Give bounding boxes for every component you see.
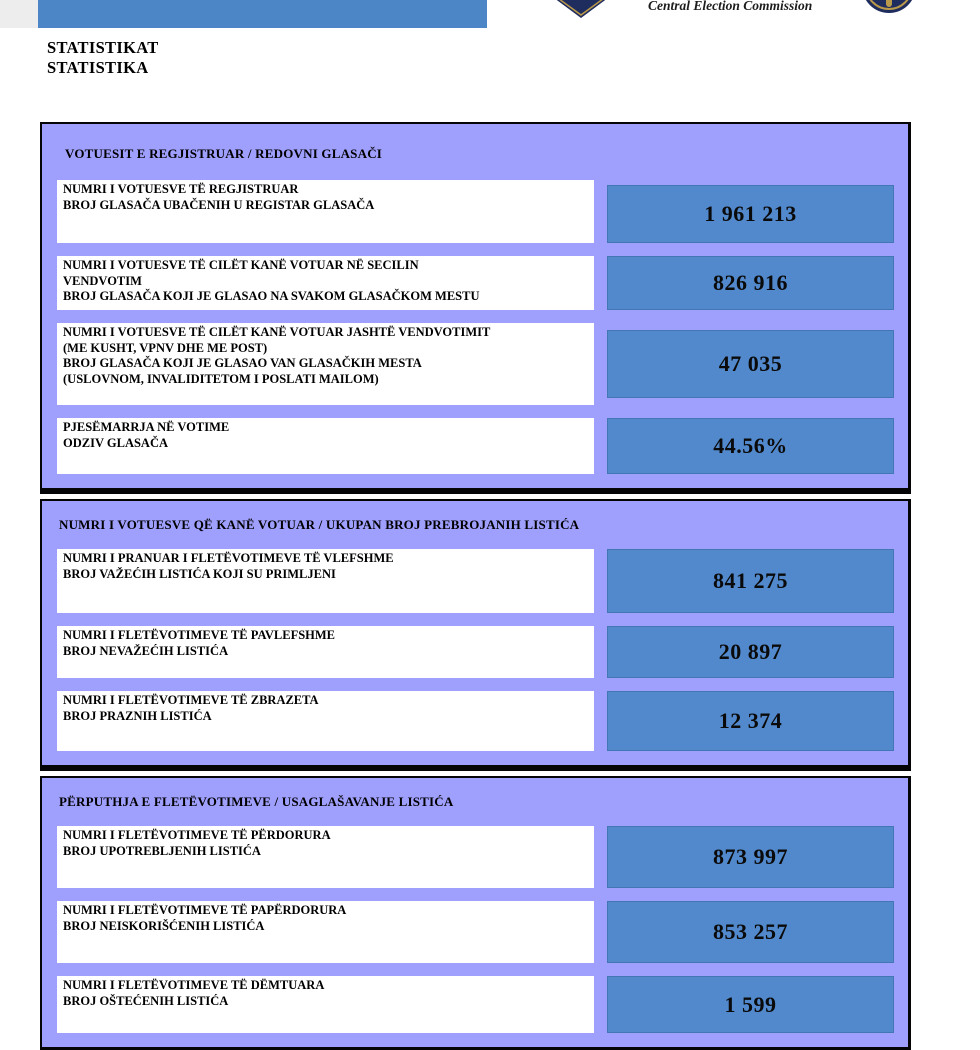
label-line: BROJ NEISKORIŠĆENIH LISTIĆA bbox=[63, 918, 265, 933]
label-line: NUMRI I FLETËVOTIMEVE TË PËRDORURA bbox=[63, 828, 331, 842]
stat-value: 853 257 bbox=[607, 901, 894, 963]
seal-mark bbox=[886, 0, 892, 7]
row-label bbox=[57, 976, 594, 1033]
stat-row bbox=[57, 691, 894, 751]
row-label bbox=[57, 549, 594, 613]
label-line: NUMRI I VOTUESVE TË REGJISTRUAR bbox=[63, 182, 299, 196]
section-title: NUMRI I VOTUESVE QË KANË VOTUAR / UKUPAN BROJ PREBROJANIH LISTIĆA bbox=[59, 517, 580, 532]
row-label bbox=[57, 826, 594, 888]
label-line: NUMRI I VOTUESVE TË CILËT KANË VOTUAR JASHTË VENDVOTIMIT bbox=[63, 325, 491, 339]
label-line: PJESËMARRJA NË VOTIME bbox=[63, 420, 230, 434]
row-label bbox=[57, 626, 594, 678]
stat-value: 44.56% bbox=[607, 418, 894, 474]
stat-row bbox=[57, 323, 894, 405]
label-line: NUMRI I VOTUESVE TË CILËT KANË VOTUAR NË SECILIN bbox=[63, 258, 419, 272]
stat-value: 841 275 bbox=[607, 549, 894, 613]
label-line: (ME KUSHT, VPNV DHE ME POST) bbox=[63, 340, 268, 355]
label-line: BROJ NEVAŽEĆIH LISTIĆA bbox=[63, 643, 229, 658]
label-line: NUMRI I PRANUAR I FLETËVOTIMEVE TË VLEFSHME bbox=[63, 551, 394, 565]
section-title: VOTUESIT E REGJISTRUAR / REDOVNI GLASAČI bbox=[65, 146, 383, 161]
section-rows bbox=[57, 826, 894, 1033]
label-line: NUMRI I FLETËVOTIMEVE TË PAVLEFSHME bbox=[63, 628, 336, 642]
stat-value: 1 961 213 bbox=[607, 185, 894, 243]
stat-value: 873 997 bbox=[607, 826, 894, 888]
row-label bbox=[57, 180, 594, 243]
row-label bbox=[57, 418, 594, 474]
header-blue-bar bbox=[38, 0, 487, 28]
stat-row bbox=[57, 826, 894, 888]
page-title-line-sr: STATISTIKA bbox=[47, 58, 149, 77]
label-line: NUMRI I FLETËVOTIMEVE TË PAPËRDORURA bbox=[63, 903, 347, 917]
shield-layer bbox=[559, 0, 603, 14]
label-line: VENDVOTIM bbox=[63, 273, 142, 288]
label-line: BROJ GLASAČA KOJI JE GLASAO VAN GLASAČKIH MESTA bbox=[63, 356, 422, 370]
label-line: BROJ GLASAČA KOJI JE GLASAO NA SVAKOM GLASAČKOM MESTU bbox=[63, 289, 480, 303]
stat-row bbox=[57, 180, 894, 243]
stat-row bbox=[57, 418, 894, 474]
label-line: NUMRI I FLETËVOTIMEVE TË DËMTUARA bbox=[63, 978, 325, 992]
label-line: ODZIV GLASAČA bbox=[63, 435, 168, 450]
label-line: BROJ VAŽEĆIH LISTIĆA KOJI SU PRIMLJENI bbox=[63, 566, 336, 581]
stat-row bbox=[57, 976, 894, 1033]
stat-row bbox=[57, 626, 894, 678]
org-name: Central Election Commission bbox=[648, 0, 813, 13]
stat-value: 20 897 bbox=[607, 626, 894, 678]
stat-row bbox=[57, 901, 894, 963]
row-label bbox=[57, 256, 594, 310]
label-line: BROJ OŠTEĆENIH LISTIĆA bbox=[63, 993, 229, 1008]
stat-row bbox=[57, 549, 894, 613]
section-title: PËRPUTHJA E FLETËVOTIMEVE / USAGLAŠAVANJE LISTIĆA bbox=[59, 794, 454, 809]
statistics-section bbox=[40, 499, 911, 771]
row-label bbox=[57, 323, 594, 405]
page-title bbox=[47, 38, 980, 78]
stat-value: 47 035 bbox=[607, 330, 894, 398]
label-line: BROJ UPOTREBLJENIH LISTIĆA bbox=[63, 843, 261, 858]
stat-value: 12 374 bbox=[607, 691, 894, 751]
row-label bbox=[57, 901, 594, 963]
statistics-section bbox=[40, 776, 911, 1050]
section-rows bbox=[57, 549, 894, 751]
header-corner-block bbox=[0, 0, 38, 28]
stat-value: 1 599 bbox=[607, 976, 894, 1033]
section-rows bbox=[57, 180, 894, 474]
document-header bbox=[0, 0, 980, 28]
stat-row bbox=[57, 256, 894, 310]
page-title-line-sq: STATISTIKAT bbox=[47, 38, 159, 57]
label-line: (USLOVNOM, INVALIDITETOM I POSLATI MAILOM) bbox=[63, 371, 379, 386]
statistics-sections bbox=[40, 122, 911, 1050]
label-line: BROJ PRAZNIH LISTIĆA bbox=[63, 708, 212, 723]
shield-emblem-icon bbox=[555, 0, 607, 18]
stat-value: 826 916 bbox=[607, 256, 894, 310]
row-label bbox=[57, 691, 594, 751]
label-line: BROJ GLASAČA UBAČENIH U REGISTAR GLASAČA bbox=[63, 197, 375, 212]
label-line: NUMRI I FLETËVOTIMEVE TË ZBRAZETA bbox=[63, 693, 319, 707]
round-seal-icon bbox=[862, 0, 916, 13]
statistics-section bbox=[40, 122, 911, 494]
